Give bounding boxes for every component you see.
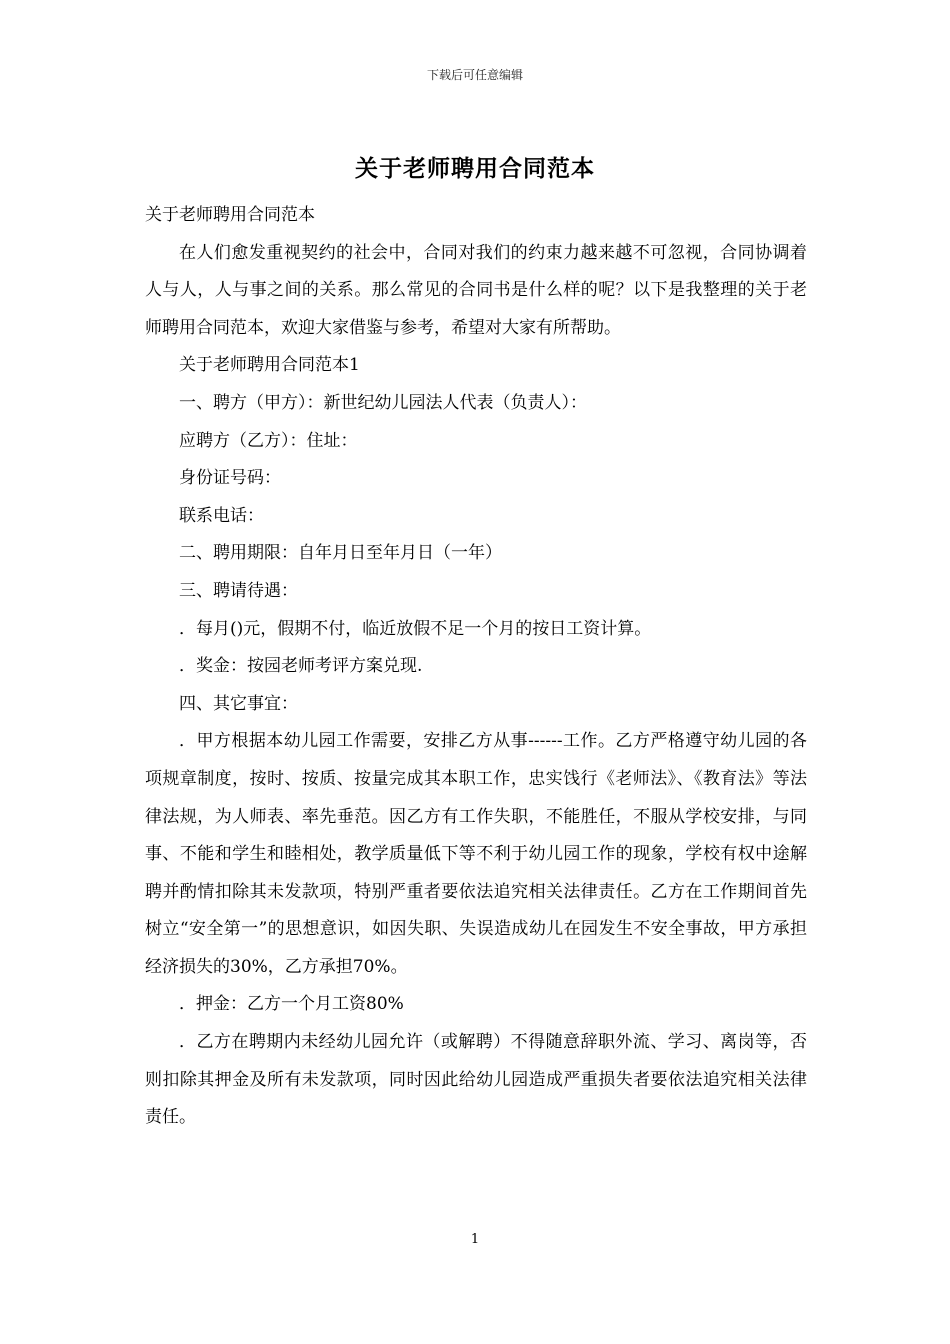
deposit-clause: ．押金：乙方一个月工资80% xyxy=(179,994,404,1015)
other-matters-heading: 四、其它事宜： xyxy=(179,693,298,714)
compensation-heading: 三、聘请待遇： xyxy=(179,580,298,601)
resignation-clause: ．乙方在聘期内未经幼儿园允许（或解聘）不得随意辞职外流、学习、离岗等，否则扣除其押金及所有未发款项，同时因此给幼儿园造成严重损失者要依法追究相关法律责任。 xyxy=(145,1032,807,1128)
term-line: 二、聘用期限：自年月日至年月日（一年） xyxy=(179,543,502,564)
intro-paragraph: 在人们愈发重视契约的社会中，合同对我们的约束力越来越不可忽视，合同协调着人与人，人与事之间的关系。那么常见的合同书是什么样的呢？以下是我整理的关于老师聘用合同范本，欢迎大家借鉴与参考，希望对大家有所帮助。 xyxy=(145,242,807,338)
subtitle-line: 关于老师聘用合同范本 xyxy=(145,205,315,225)
bonus-clause: ．奖金：按园老师考评方案兑现. xyxy=(179,656,423,677)
employee-line: 应聘方（乙方）：住址： xyxy=(179,430,358,451)
phone-line: 联系电话： xyxy=(179,505,264,526)
page-number: 1 xyxy=(470,1232,480,1247)
document-body xyxy=(145,197,807,1137)
header-note: 下载后可任意编辑 xyxy=(426,68,523,82)
employer-line: 一、聘方（甲方）：新世纪幼儿园法人代表（负责人）： xyxy=(179,392,587,413)
id-number-line: 身份证号码： xyxy=(179,468,281,489)
document-title: 关于老师聘用合同范本 xyxy=(355,155,595,182)
salary-clause: ．每月()元，假期不付，临近放假不足一个月的按日工资计算。 xyxy=(179,618,652,639)
duties-clause: ．甲方根据本幼儿园工作需要，安排乙方从事------工作。乙方严格遵守幼儿园的各项规章制度，按时、按质、按量完成其本职工作，忠实饯行《老师法》、《教育法》等法律法规，为人师表、率先垂范。因乙方有工作失职，不能胜任，不服从学校安排，与同事、不能和学生和睦相处，教学质量低下等不利于幼儿园工作的现象，学校有权中途解聘并酌情扣除其未发款项，特别严重者要依法追究相关法律责任。乙方在工作期间首先树立“安全第一”的思想意识，如因失职、失误造成幼儿在园发生不安全事故，甲方承担经济损失的30%，乙方承担70%。 xyxy=(145,731,807,977)
section-heading: 关于老师聘用合同范本1 xyxy=(179,355,360,376)
